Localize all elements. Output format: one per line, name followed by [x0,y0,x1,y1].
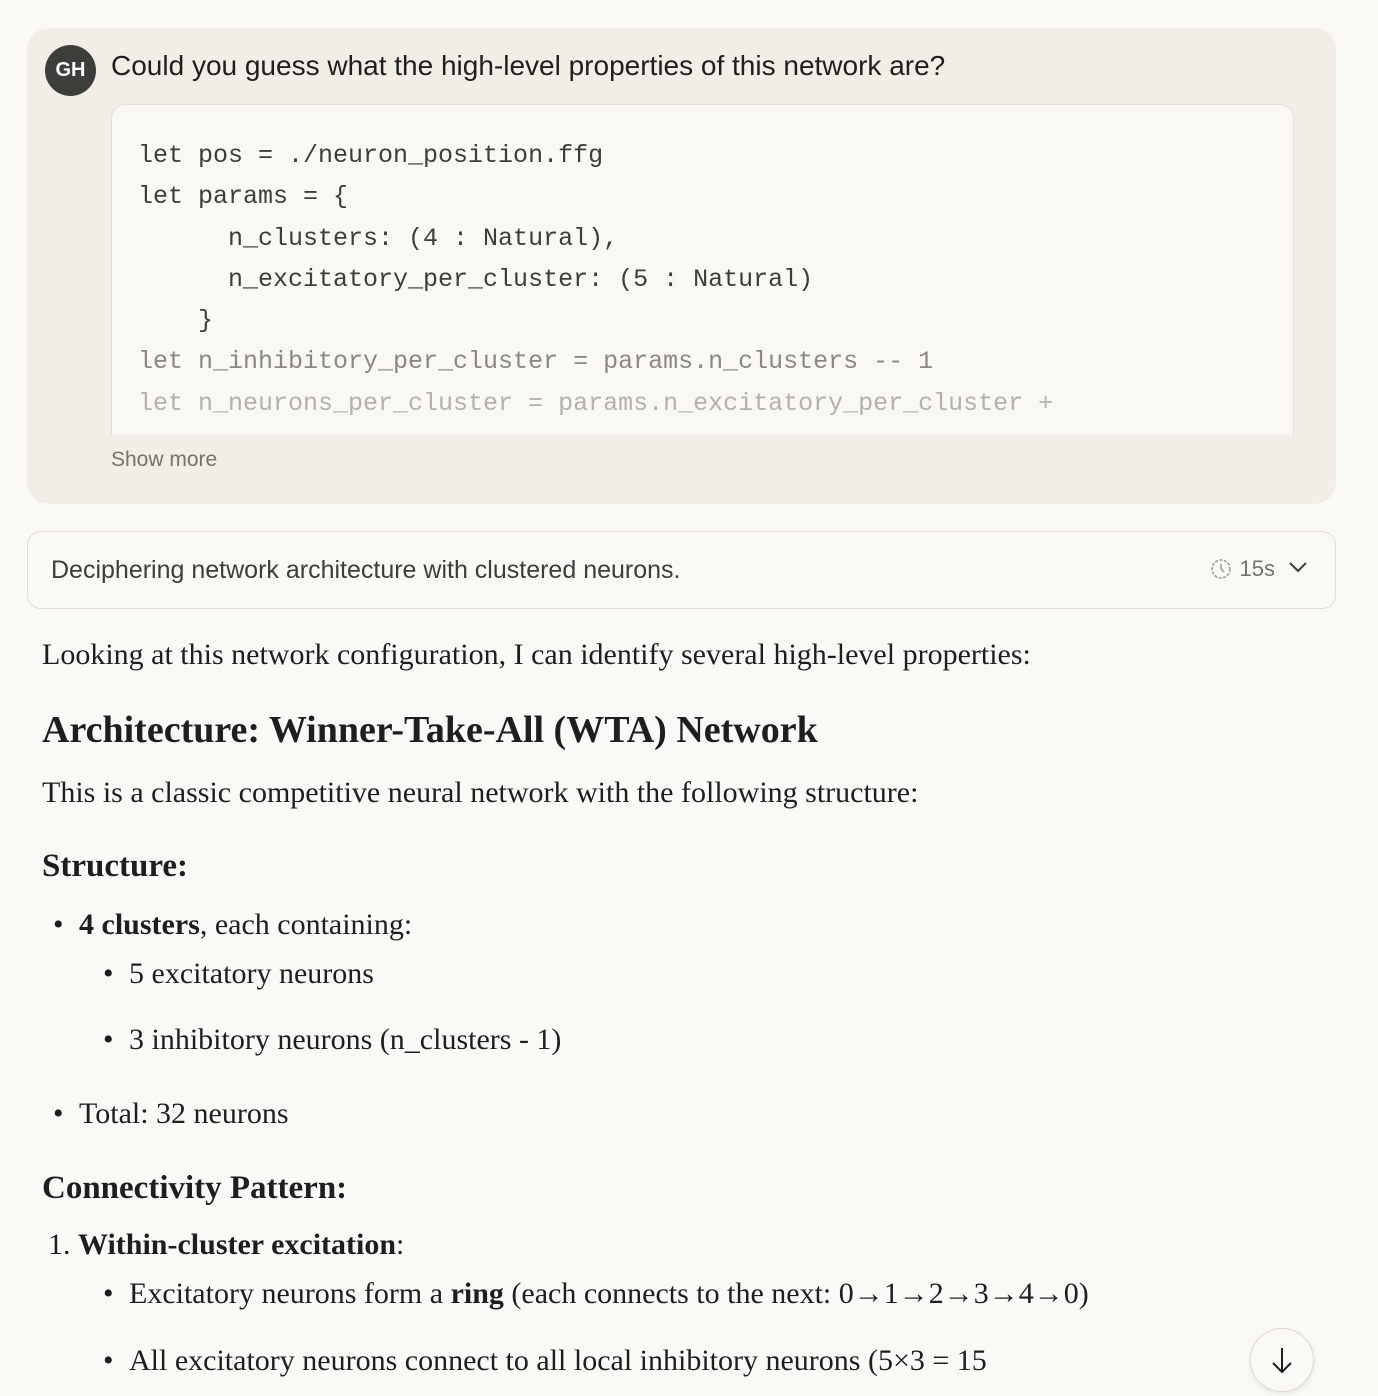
list-item: • Total: 32 neurons [79,1097,289,1131]
list-item: • 3 inhibitory neurons (n_clusters - 1) [129,1023,561,1057]
thinking-summary[interactable] [27,531,1336,609]
intro-text: Looking at this network configuration, I can identify several high-level properties: [42,638,1031,671]
ring-bold: ring [450,1277,504,1310]
arrow-down-icon [1270,1346,1294,1374]
code-line: } [138,306,214,336]
scroll-to-bottom-button[interactable] [1250,1328,1314,1392]
numbered-item [48,1228,404,1262]
item-bold: Within-cluster excitation [78,1228,397,1261]
clusters-rest: , each containing: [199,908,413,941]
ring-pre: Excitatory neurons form a [129,1277,451,1310]
ring-post: (each connects to the next: 0→1→2→3→4→0) [503,1277,1089,1310]
item-number: 1. [48,1228,71,1261]
code-line: n_excitatory_per_cluster: (5 : Natural) [138,264,814,294]
list-item: • All excitatory neurons connect to all local inhibitory neurons (5×3 = 15 [129,1344,987,1378]
item-rest: : [396,1228,405,1261]
clock-icon [1210,558,1232,580]
connectivity-heading: Connectivity Pattern: [42,1170,348,1206]
code-content [112,105,1293,424]
clusters-bold: 4 clusters [79,908,200,941]
user-message-text: Could you guess what the high-level properties of this network are? [111,50,946,81]
architecture-heading: Architecture: Winner-Take-All (WTA) Network [42,709,818,751]
avatar: GH [45,45,96,96]
duration-text: 15s [1239,556,1275,581]
show-more-button[interactable]: Show more [111,448,218,471]
code-block [111,104,1294,435]
code-line: let n_neurons_per_cluster = params.n_excitatory_per_cluster + [138,388,1054,418]
list-item [79,908,412,942]
code-line: let params = { [138,182,349,212]
description-text: This is a classic competitive neural network with the following structure: [42,776,919,809]
code-line: n_clusters: (4 : Natural), [138,223,619,253]
chevron-down-icon[interactable] [1287,556,1309,578]
code-line: let pos = ./neuron_position.ffg [138,141,604,170]
code-line: let n_inhibitory_per_cluster = params.n_clusters -- 1 [138,347,934,377]
thinking-duration [1210,556,1275,582]
structure-heading: Structure: [42,848,189,884]
list-item: • 5 excitatory neurons [129,957,374,991]
list-item [129,1277,1089,1311]
thinking-summary-text: Deciphering network architecture with clustered neurons. [51,556,681,584]
